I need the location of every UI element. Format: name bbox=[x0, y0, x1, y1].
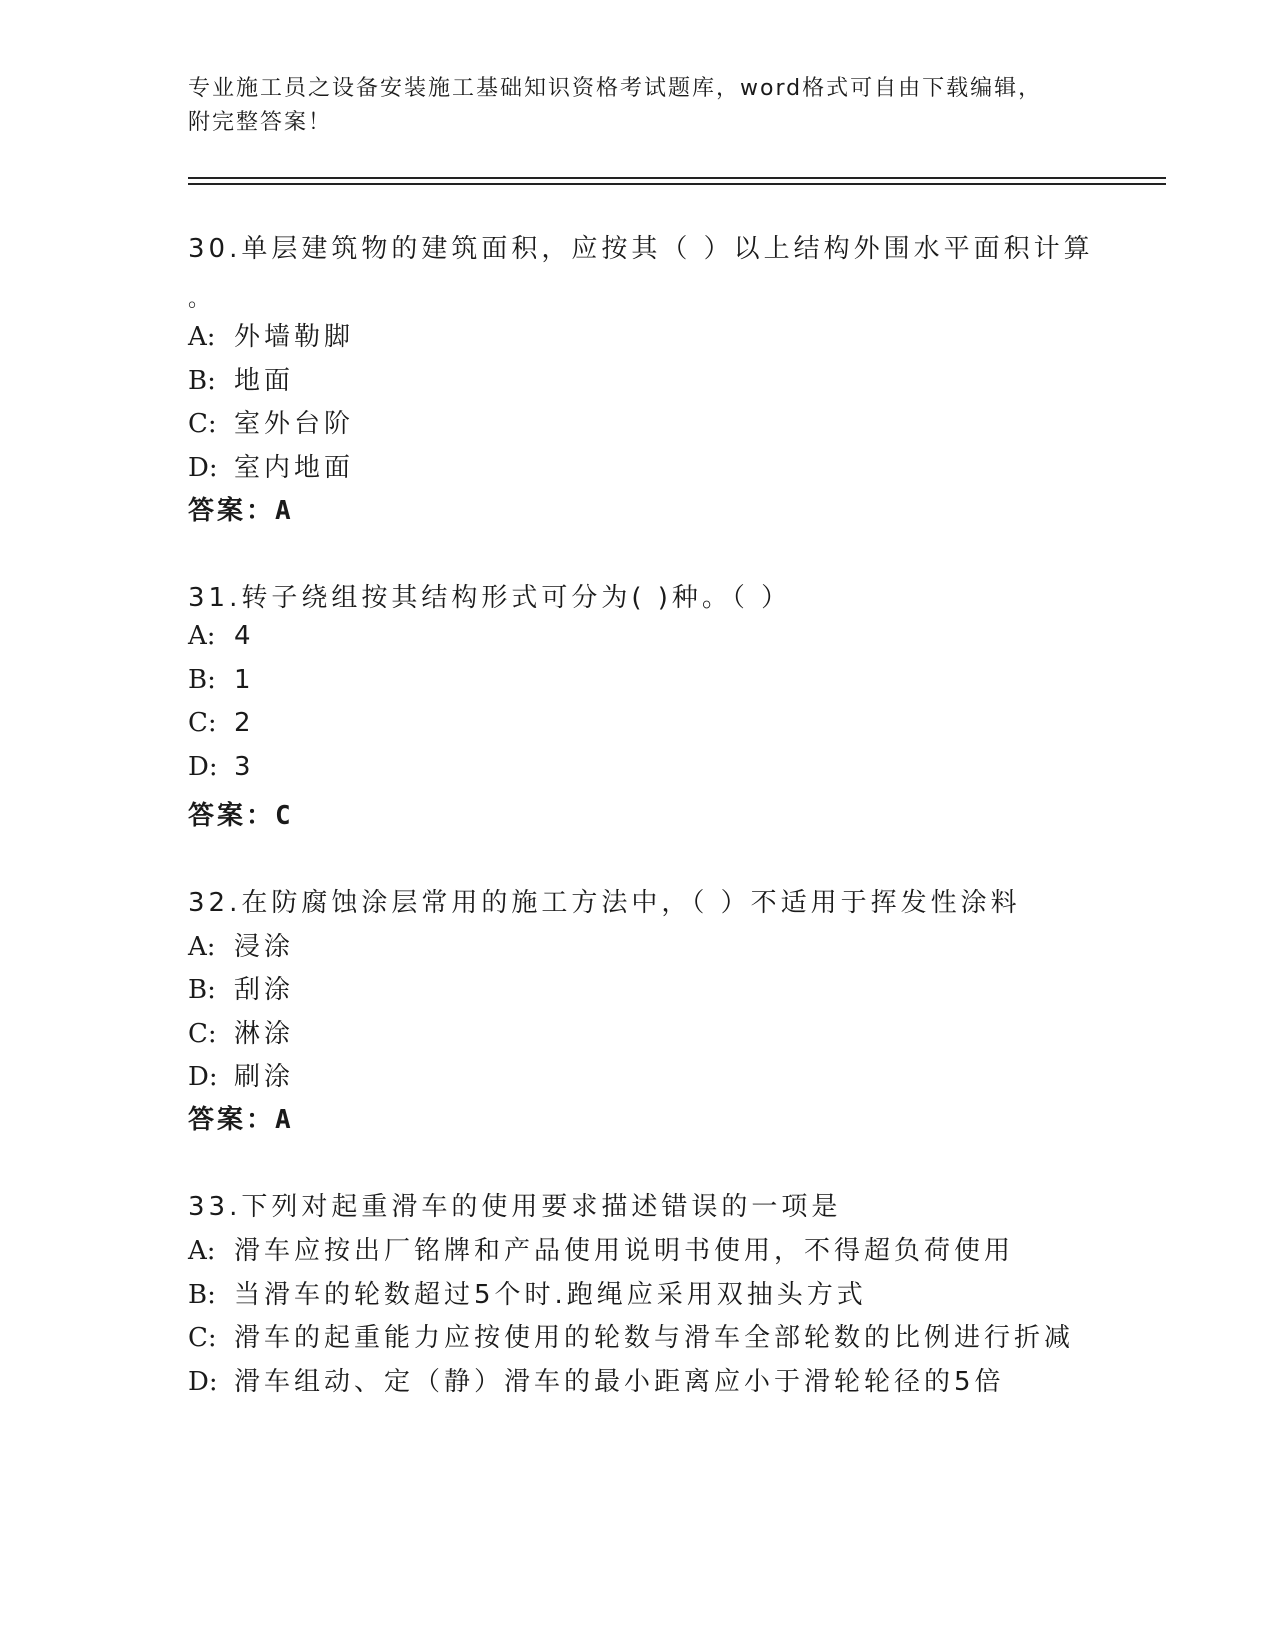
option-item bbox=[188, 1013, 294, 1050]
question-title: 33.下列对起重滑车的使用要求描述错误的一项是 bbox=[188, 1192, 842, 1222]
option-item bbox=[188, 621, 255, 651]
option-text: 淋涂 bbox=[234, 1019, 295, 1049]
option-letter: D: bbox=[188, 453, 218, 483]
answer-label: 答案： bbox=[188, 496, 276, 526]
option-item bbox=[188, 1274, 867, 1311]
question-title-continuation: 。 bbox=[188, 287, 215, 312]
header-line-2: 附完整答案！ bbox=[188, 110, 333, 135]
option-item bbox=[188, 403, 354, 440]
option-text: 滑车应按出厂铭牌和产品使用说明书使用，不得超负荷使用 bbox=[234, 1236, 1015, 1266]
header-divider-top bbox=[188, 177, 1166, 179]
option-item bbox=[188, 708, 255, 738]
option-letter: A: bbox=[188, 621, 216, 651]
option-text: 当滑车的轮数超过5个时.跑绳应采用双抽头方式 bbox=[234, 1280, 867, 1310]
option-text: 滑车组动、定（静）滑车的最小距离应小于滑轮轮径的5倍 bbox=[234, 1367, 1005, 1397]
option-text: 室外台阶 bbox=[234, 409, 355, 439]
option-item bbox=[188, 926, 294, 963]
option-letter: C: bbox=[188, 409, 217, 439]
option-letter: B: bbox=[188, 665, 216, 695]
option-text: 2 bbox=[234, 708, 255, 738]
option-item bbox=[188, 1361, 1005, 1398]
question-title: 31.转子绕组按其结构形式可分为( )种。（ ） bbox=[188, 583, 792, 613]
document-header bbox=[188, 72, 1168, 140]
header-divider-bottom bbox=[188, 183, 1166, 185]
option-item bbox=[188, 316, 354, 353]
option-item bbox=[188, 1317, 1074, 1354]
option-item bbox=[188, 665, 255, 695]
answer-line bbox=[188, 490, 294, 527]
option-letter: B: bbox=[188, 1280, 216, 1310]
answer-label: 答案： bbox=[188, 1105, 276, 1135]
option-letter: A: bbox=[188, 1236, 216, 1266]
option-letter: C: bbox=[188, 1323, 217, 1353]
option-text: 室内地面 bbox=[234, 453, 355, 483]
option-text: 浸涂 bbox=[234, 932, 295, 962]
option-text: 4 bbox=[234, 621, 255, 651]
option-item bbox=[188, 1230, 1014, 1267]
option-letter: B: bbox=[188, 366, 216, 396]
answer-value: C bbox=[275, 801, 294, 831]
header-line-1: 专业施工员之设备安装施工基础知识资格考试题库，word格式可自由下载编辑， bbox=[188, 76, 1043, 101]
option-text: 外墙勒脚 bbox=[234, 322, 355, 352]
option-letter: A: bbox=[188, 322, 216, 352]
answer-line bbox=[188, 795, 294, 832]
question-title: 30.单层建筑物的建筑面积，应按其（ ）以上结构外围水平面积计算 bbox=[188, 234, 1094, 264]
answer-value: A bbox=[275, 1105, 294, 1135]
option-item bbox=[188, 360, 294, 397]
option-text: 3 bbox=[234, 752, 255, 782]
option-letter: D: bbox=[188, 752, 218, 782]
option-text: 地面 bbox=[234, 366, 295, 396]
option-text: 滑车的起重能力应按使用的轮数与滑车全部轮数的比例进行折减 bbox=[234, 1323, 1075, 1353]
option-text: 刷涂 bbox=[234, 1062, 295, 1092]
option-letter: A: bbox=[188, 932, 216, 962]
question-title: 32.在防腐蚀涂层常用的施工方法中，（ ）不适用于挥发性涂料 bbox=[188, 888, 1021, 918]
option-letter: B: bbox=[188, 975, 216, 1005]
option-letter: C: bbox=[188, 708, 217, 738]
option-item bbox=[188, 447, 354, 484]
answer-label: 答案： bbox=[188, 801, 276, 831]
option-text: 1 bbox=[234, 665, 255, 695]
option-text: 刮涂 bbox=[234, 975, 295, 1005]
answer-value: A bbox=[275, 496, 294, 526]
option-letter: C: bbox=[188, 1019, 217, 1049]
option-item bbox=[188, 752, 255, 782]
option-letter: D: bbox=[188, 1367, 218, 1397]
answer-line bbox=[188, 1099, 294, 1136]
option-item bbox=[188, 1056, 294, 1093]
option-letter: D: bbox=[188, 1062, 218, 1092]
option-item bbox=[188, 969, 294, 1006]
